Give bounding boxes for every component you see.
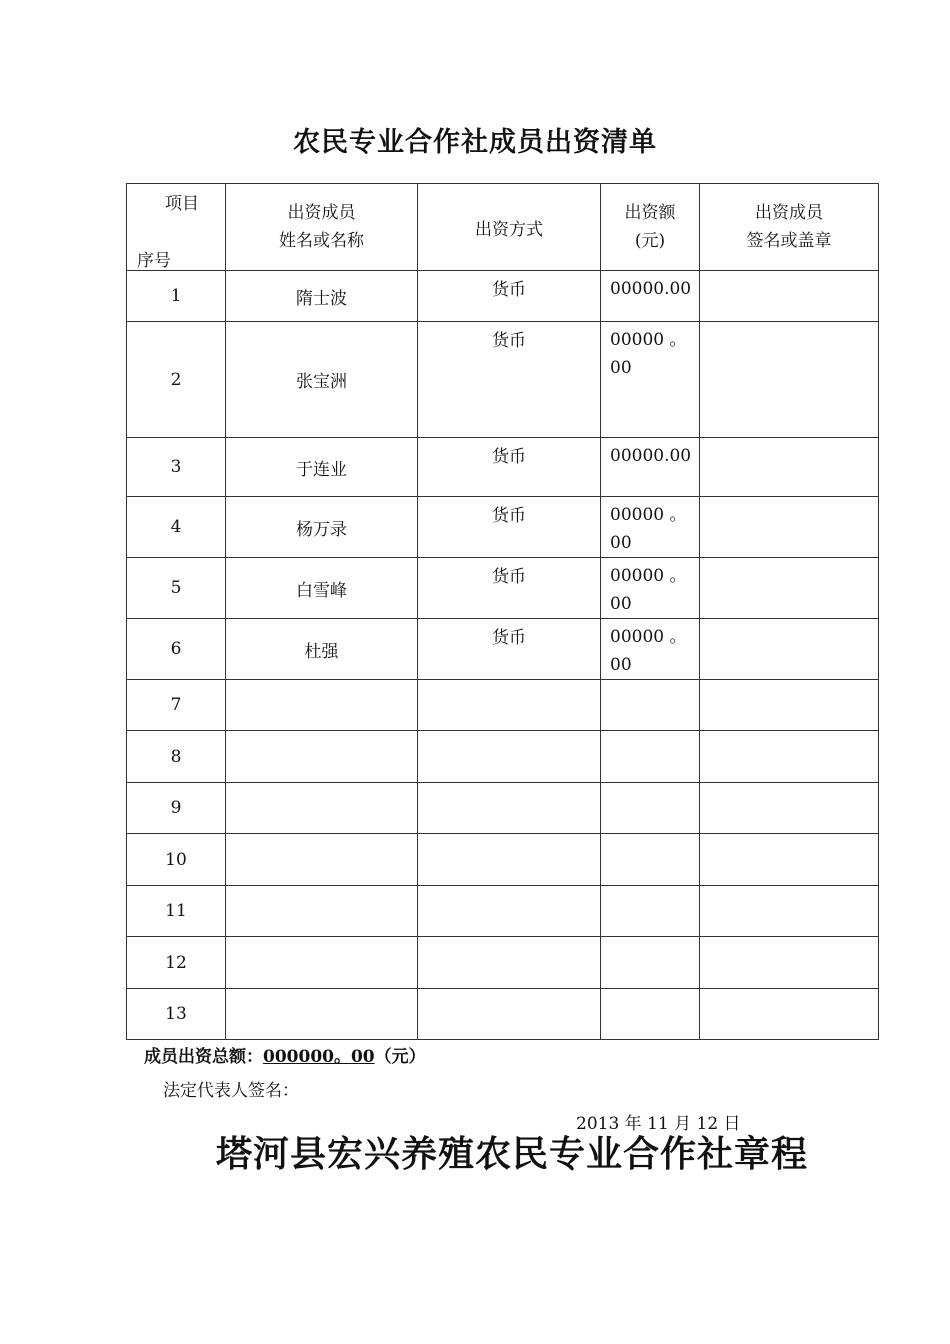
row-number: 1 [127,271,226,322]
table-row [127,783,879,834]
member-name [226,937,418,989]
member-name: 杨万录 [226,497,418,558]
member-name [226,834,418,886]
table-row [127,834,879,886]
member-name [226,680,418,731]
member-name: 张宝洲 [226,322,418,438]
contribution-amount: 00000 。00 [601,619,700,680]
table-row [127,886,879,937]
header-member [226,184,418,271]
contribution-amount: 00000 。00 [601,497,700,558]
row-number: 9 [127,783,226,834]
row-number: 13 [127,989,226,1040]
table-header-row [127,184,879,271]
header-sign [700,184,879,271]
header-item-label: 项目 [165,194,199,214]
table-row [127,937,879,989]
signature-cell [700,558,879,619]
total-unit: （元） [374,1047,426,1067]
header-item-seq [127,184,226,271]
header-method: 出资方式 [418,184,601,271]
contribution-table [126,183,879,1040]
contribution-method [418,989,601,1040]
signature-cell [700,438,879,497]
header-member-line2: 姓名或名称 [279,231,364,251]
contribution-amount [601,783,700,834]
total-contribution [144,1042,426,1067]
table-row [127,680,879,731]
contribution-amount: 00000.00 [601,438,700,497]
contribution-method [418,783,601,834]
table-row [127,558,879,619]
table-row [127,619,879,680]
signature-cell [700,834,879,886]
total-label: 成员出资总额： [144,1047,263,1067]
member-name [226,989,418,1040]
contribution-method: 货币 [418,497,601,558]
next-section-title: 塔河县宏兴养殖农民专业合作社章程 [215,1133,808,1175]
document-date: 2013 年 11 月 12 日 [576,1114,741,1134]
table-row [127,989,879,1040]
header-amount-line2: (元) [634,231,666,251]
page-title: 农民专业合作社成员出资清单 [293,127,657,158]
row-number: 5 [127,558,226,619]
contribution-amount [601,989,700,1040]
contribution-method [418,731,601,783]
member-name [226,731,418,783]
table-row [127,731,879,783]
contribution-method [418,886,601,937]
header-amount-line1: 出资额 [624,203,676,223]
header-member-line1: 出资成员 [287,203,356,223]
contribution-amount: 00000 。00 [601,558,700,619]
signature-cell [700,322,879,438]
total-value: 000000。00 [263,1047,375,1067]
row-number: 3 [127,438,226,497]
contribution-amount: 00000 。00 [601,322,700,438]
signature-cell [700,731,879,783]
contribution-method [418,834,601,886]
contribution-amount: 00000.00 [601,271,700,322]
member-name [226,783,418,834]
contribution-method: 货币 [418,558,601,619]
member-name: 杜强 [226,619,418,680]
legal-representative-signature: 法定代表人签名： [163,1081,299,1101]
member-name [226,886,418,937]
row-number: 6 [127,619,226,680]
signature-cell [700,886,879,937]
signature-cell [700,497,879,558]
contribution-method: 货币 [418,438,601,497]
contribution-method: 货币 [418,322,601,438]
table-row [127,497,879,558]
member-name: 白雪峰 [226,558,418,619]
signature-cell [700,783,879,834]
header-sign-line2: 签名或盖章 [746,231,832,251]
contribution-method [418,680,601,731]
signature-cell [700,989,879,1040]
table-row [127,322,879,438]
member-name: 隋士波 [226,271,418,322]
contribution-amount [601,680,700,731]
contribution-amount [601,937,700,989]
header-amount [601,184,700,271]
table-row [127,271,879,322]
contribution-method [418,937,601,989]
row-number: 8 [127,731,226,783]
row-number: 12 [127,937,226,989]
contribution-amount [601,886,700,937]
header-sign-line1: 出资成员 [755,203,823,223]
row-number: 4 [127,497,226,558]
table-row [127,438,879,497]
signature-cell [700,680,879,731]
contribution-amount [601,731,700,783]
member-name: 于连业 [226,438,418,497]
row-number: 11 [127,886,226,937]
row-number: 7 [127,680,226,731]
row-number: 10 [127,834,226,886]
contribution-method: 货币 [418,271,601,322]
header-seq-label: 序号 [137,251,171,271]
contribution-method: 货币 [418,619,601,680]
signature-cell [700,937,879,989]
signature-cell [700,271,879,322]
contribution-amount [601,834,700,886]
row-number: 2 [127,322,226,438]
signature-cell [700,619,879,680]
